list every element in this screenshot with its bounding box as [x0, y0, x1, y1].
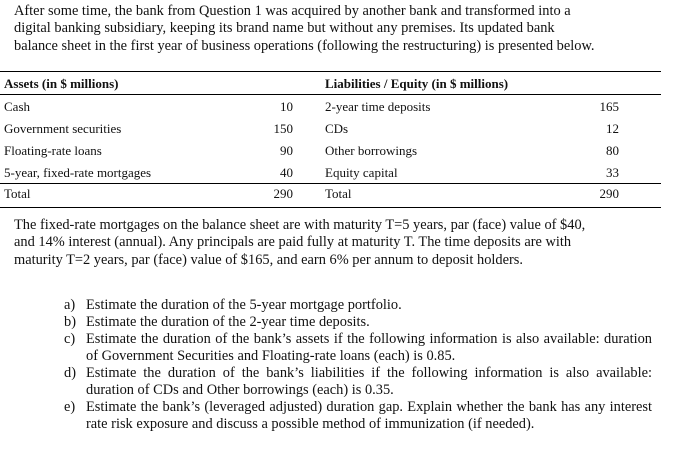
table-row: [0, 139, 661, 161]
asset-label: 5-year, fixed-rate mortgages: [4, 165, 152, 180]
asset-value: 90: [280, 143, 293, 158]
question-text: Estimate the duration of the bank’s assets if the following information is also available: duration of Government Securities and Floating-rate loans (each) is 0.85.: [86, 331, 652, 364]
question-label: e): [64, 399, 76, 415]
assets-header: Assets (in $ millions): [4, 76, 119, 91]
question-text: Estimate the duration of the 5-year mortgage portfolio.: [86, 297, 402, 313]
table-row: [0, 117, 661, 139]
asset-value: 10: [280, 99, 293, 114]
intro-line-2: digital banking subsidiary, keeping its brand name but without any premises. Its updated bank: [14, 20, 555, 37]
question-item: [64, 365, 652, 399]
liabilities-header: Liabilities / Equity (in $ millions): [325, 76, 509, 91]
details-line-1: The fixed-rate mortgages on the balance sheet are with maturity T=5 years, par (face) value of $40,: [14, 217, 586, 233]
liability-label: Equity capital: [325, 165, 398, 180]
question-item: [64, 314, 652, 331]
asset-label: Floating-rate loans: [4, 143, 102, 158]
intro-line-3: balance sheet in the first year of business operations (following the restructuring) is presented below.: [14, 37, 595, 54]
liability-label: Other borrowings: [325, 143, 418, 158]
liability-value: 165: [599, 99, 619, 114]
liability-total-value: 290: [599, 186, 619, 201]
liability-label: CDs: [325, 121, 349, 136]
question-item: [64, 331, 652, 365]
table-header-row: [0, 74, 661, 95]
intro-paragraph: [14, 3, 662, 55]
question-item: [64, 399, 652, 433]
asset-value: 150: [273, 121, 293, 136]
question-label: b): [64, 314, 76, 330]
details-paragraph: [14, 217, 652, 269]
liability-value: 33: [606, 165, 619, 180]
liability-total-label: Total: [325, 186, 352, 201]
liability-label: 2-year time deposits: [325, 99, 431, 114]
table-row: [0, 95, 661, 117]
question-text: Estimate the duration of the 2-year time deposits.: [86, 314, 370, 330]
details-line-3: maturity T=2 years, par (face) value of $165, and earn 6% per annum to deposit holders.: [14, 251, 523, 268]
question-label: c): [64, 331, 76, 347]
question-label: d): [64, 365, 76, 381]
table-row: [0, 161, 661, 183]
details-line-2: and 14% interest (annual). Any principals are paid fully at maturity T. The time deposits are with: [14, 234, 572, 251]
liability-value: 80: [606, 143, 619, 158]
question-item: [64, 297, 652, 314]
asset-total-value: 290: [273, 186, 293, 201]
table-total-row: [0, 183, 661, 204]
question-label: a): [64, 297, 76, 313]
liability-value: 12: [606, 121, 619, 136]
asset-total-label: Total: [4, 186, 31, 201]
asset-label: Cash: [4, 99, 30, 114]
asset-label: Government securities: [4, 121, 122, 136]
table-top-rule: [0, 71, 661, 72]
intro-line-1: After some time, the bank from Question 1 was acquired by another bank and transformed into a: [14, 3, 571, 19]
question-text: Estimate the duration of the bank’s liabilities if the following information is also available: duration of CDs and Other borrowings (each) is 0.35.: [86, 365, 652, 398]
question-text: Estimate the bank’s (leveraged adjusted) duration gap. Explain whether the bank has any interest rate risk exposure and discuss a possible method of immunization (if needed).: [86, 399, 652, 432]
question-list: [64, 297, 652, 433]
balance-sheet-table: [0, 74, 661, 204]
asset-value: 40: [280, 165, 293, 180]
table-bottom-rule: [0, 207, 661, 208]
